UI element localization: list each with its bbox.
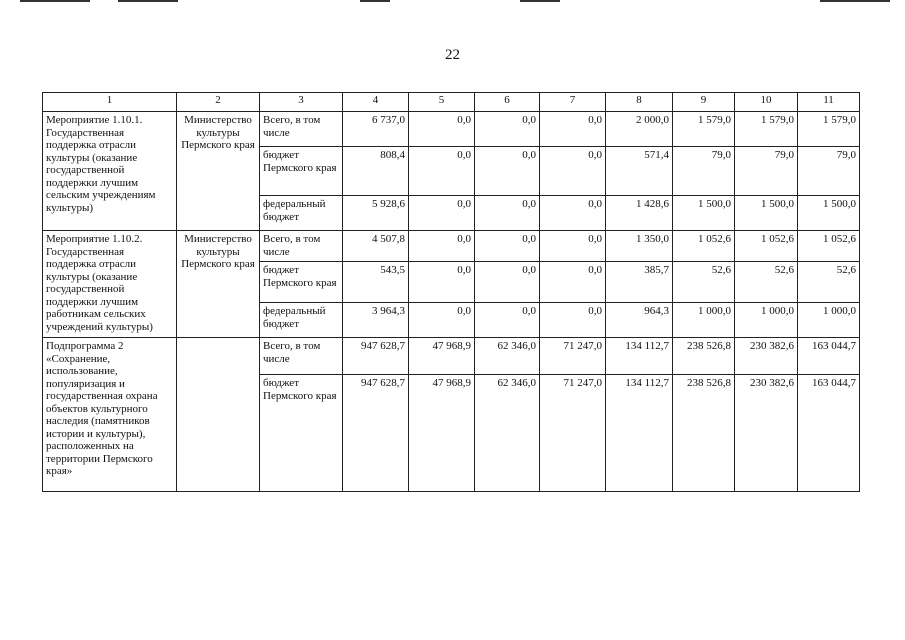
value-cell: 0,0 (409, 231, 475, 262)
value-cell: 0,0 (540, 303, 606, 338)
value-cell: 2 000,0 (606, 112, 673, 147)
scan-edge-mark (118, 0, 178, 2)
measure-name: Мероприятие 1.10.2. Государственная поддержка отрасли культуры (оказание государственной поддержки лучшим работникам сельских учреждений культуры) (43, 231, 177, 338)
column-header: 2 (177, 93, 260, 112)
funding-source: федеральный бюджет (260, 196, 343, 231)
value-cell: 571,4 (606, 147, 673, 196)
value-cell: 62 346,0 (475, 338, 540, 375)
value-cell: 3 964,3 (343, 303, 409, 338)
value-cell: 1 579,0 (673, 112, 735, 147)
value-cell: 0,0 (475, 303, 540, 338)
subprogram-name: Подпрограмма 2 «Сохранение, использование, популяризация и государственная охрана объектов культурного наследия (памятников истории и культуры), расположенных на территории Пермского края» (43, 338, 177, 492)
value-cell: 62 346,0 (475, 375, 540, 492)
value-cell: 0,0 (540, 112, 606, 147)
value-cell: 71 247,0 (540, 375, 606, 492)
value-cell: 238 526,8 (673, 338, 735, 375)
executor-name (177, 338, 260, 492)
value-cell: 543,5 (343, 262, 409, 303)
scan-edge-mark (820, 0, 890, 2)
value-cell: 79,0 (798, 147, 860, 196)
value-cell: 1 052,6 (673, 231, 735, 262)
value-cell: 5 928,6 (343, 196, 409, 231)
funding-source: бюджет Пермского края (260, 375, 343, 492)
value-cell: 1 500,0 (735, 196, 798, 231)
column-header: 6 (475, 93, 540, 112)
value-cell: 1 000,0 (798, 303, 860, 338)
value-cell: 6 737,0 (343, 112, 409, 147)
value-cell: 134 112,7 (606, 338, 673, 375)
value-cell: 0,0 (475, 112, 540, 147)
column-header: 8 (606, 93, 673, 112)
value-cell: 1 000,0 (735, 303, 798, 338)
value-cell: 1 579,0 (798, 112, 860, 147)
value-cell: 0,0 (409, 147, 475, 196)
value-cell: 71 247,0 (540, 338, 606, 375)
value-cell: 964,3 (606, 303, 673, 338)
value-cell: 134 112,7 (606, 375, 673, 492)
executor-name: Министерство культуры Пермского края (177, 231, 260, 338)
value-cell: 1 500,0 (673, 196, 735, 231)
budget-table (42, 92, 860, 492)
value-cell: 0,0 (540, 196, 606, 231)
value-cell: 0,0 (475, 262, 540, 303)
executor-name: Министерство культуры Пермского края (177, 112, 260, 231)
value-cell: 1 052,6 (735, 231, 798, 262)
column-header: 5 (409, 93, 475, 112)
value-cell: 1 052,6 (798, 231, 860, 262)
value-cell: 47 968,9 (409, 338, 475, 375)
table-row (43, 338, 860, 375)
column-header: 4 (343, 93, 409, 112)
funding-source: Всего, в том числе (260, 338, 343, 375)
value-cell: 0,0 (540, 231, 606, 262)
value-cell: 52,6 (798, 262, 860, 303)
value-cell: 0,0 (540, 262, 606, 303)
value-cell: 0,0 (409, 112, 475, 147)
scan-edge-mark (360, 0, 390, 2)
value-cell: 47 968,9 (409, 375, 475, 492)
funding-source: федеральный бюджет (260, 303, 343, 338)
value-cell: 52,6 (673, 262, 735, 303)
value-cell: 1 000,0 (673, 303, 735, 338)
funding-source: Всего, в том числе (260, 112, 343, 147)
value-cell: 79,0 (735, 147, 798, 196)
value-cell: 0,0 (475, 231, 540, 262)
value-cell: 1 350,0 (606, 231, 673, 262)
value-cell: 52,6 (735, 262, 798, 303)
value-cell: 163 044,7 (798, 338, 860, 375)
column-header: 11 (798, 93, 860, 112)
value-cell: 0,0 (475, 196, 540, 231)
value-cell: 1 500,0 (798, 196, 860, 231)
column-header: 1 (43, 93, 177, 112)
value-cell: 947 628,7 (343, 338, 409, 375)
column-header: 10 (735, 93, 798, 112)
column-header: 9 (673, 93, 735, 112)
value-cell: 1 579,0 (735, 112, 798, 147)
value-cell: 0,0 (409, 262, 475, 303)
value-cell: 230 382,6 (735, 338, 798, 375)
value-cell: 0,0 (540, 147, 606, 196)
table-row (43, 231, 860, 262)
funding-source: Всего, в том числе (260, 231, 343, 262)
value-cell: 79,0 (673, 147, 735, 196)
column-header: 7 (540, 93, 606, 112)
table-row (43, 112, 860, 147)
value-cell: 0,0 (475, 147, 540, 196)
column-number-row (43, 93, 860, 112)
value-cell: 4 507,8 (343, 231, 409, 262)
scan-edge-mark (520, 0, 560, 2)
page-number: 22 (445, 47, 460, 63)
funding-source: бюджет Пермского края (260, 147, 343, 196)
value-cell: 0,0 (409, 303, 475, 338)
funding-source: бюджет Пермского края (260, 262, 343, 303)
column-header: 3 (260, 93, 343, 112)
value-cell: 230 382,6 (735, 375, 798, 492)
value-cell: 238 526,8 (673, 375, 735, 492)
scan-edge-mark (20, 0, 90, 2)
value-cell: 1 428,6 (606, 196, 673, 231)
measure-name: Мероприятие 1.10.1. Государственная поддержка отрасли культуры (оказание государственной поддержки лучшим сельским учреждениям культуры) (43, 112, 177, 231)
value-cell: 808,4 (343, 147, 409, 196)
value-cell: 163 044,7 (798, 375, 860, 492)
value-cell: 385,7 (606, 262, 673, 303)
value-cell: 947 628,7 (343, 375, 409, 492)
value-cell: 0,0 (409, 196, 475, 231)
